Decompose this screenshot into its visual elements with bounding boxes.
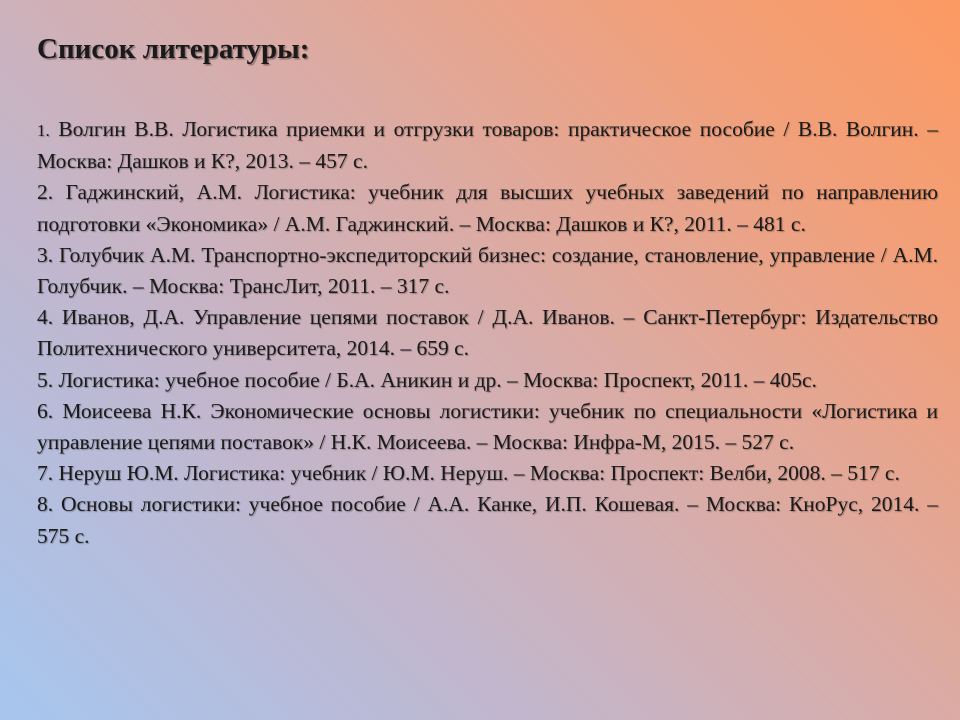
reference-number: 4.: [37, 305, 54, 330]
reference-text: Неруш Ю.М. Логистика: учебник / Ю.М. Неруш. – Москва: Проспект: Велби, 2008. – 517 с.: [58, 461, 900, 486]
reference-number: 6.: [37, 398, 54, 423]
reference-list: [37, 114, 938, 552]
reference-item: [37, 396, 938, 458]
reference-item: [37, 240, 938, 302]
reference-number: 5.: [37, 367, 54, 392]
reference-item: [37, 458, 938, 489]
reference-number: 1.: [37, 121, 50, 140]
reference-item: [37, 365, 938, 396]
reference-text: Волгин В.В. Логистика приемки и отгрузки товаров: практическое пособие / В.В. Волгин. – Москва: Дашков и К?, 2013. – 457 с.: [37, 117, 938, 174]
reference-item: [37, 114, 938, 177]
reference-item: [37, 302, 938, 364]
reference-number: 3.: [37, 242, 54, 267]
slide-title: Список литературы:: [37, 33, 310, 65]
reference-text: Гаджинский, А.М. Логистика: учебник для высших учебных заведений по направлению подготовки «Экономика» / А.М. Гаджинский. – Москва: Дашков и К?, 2011. – 481 с.: [37, 180, 939, 236]
reference-number: 2.: [37, 180, 54, 205]
reference-text: Логистика: учебное пособие / Б.А. Аникин и др. – Москва: Проспект, 2011. – 405с.: [58, 367, 817, 392]
reference-number: 7.: [37, 461, 54, 486]
reference-text: Иванов, Д.А. Управление цепями поставок / Д.А. Иванов. – Санкт-Петербург: Издательство Политехнического университета, 2014. – 659 с.: [37, 305, 938, 361]
reference-number: 8.: [37, 492, 54, 517]
reference-text: Голубчик А.М. Транспортно-экспедиторский бизнес: создание, становление, управление / А.М. Голубчик. – Москва: ТрансЛит, 2011. – 317 с.: [37, 242, 939, 299]
reference-item: [37, 489, 938, 551]
reference-text: Моисеева Н.К. Экономические основы логистики: учебник по специальности «Логистика и управление цепями поставок» / Н.К. Моисеева. – Москва: Инфра-М, 2015. – 527 с.: [37, 398, 939, 455]
reference-text: Основы логистики: учебное пособие / А.А. Канке, И.П. Кошевая. – Москва: КноРус, 2014. – 575 с.: [37, 492, 938, 548]
reference-item: [37, 177, 938, 239]
